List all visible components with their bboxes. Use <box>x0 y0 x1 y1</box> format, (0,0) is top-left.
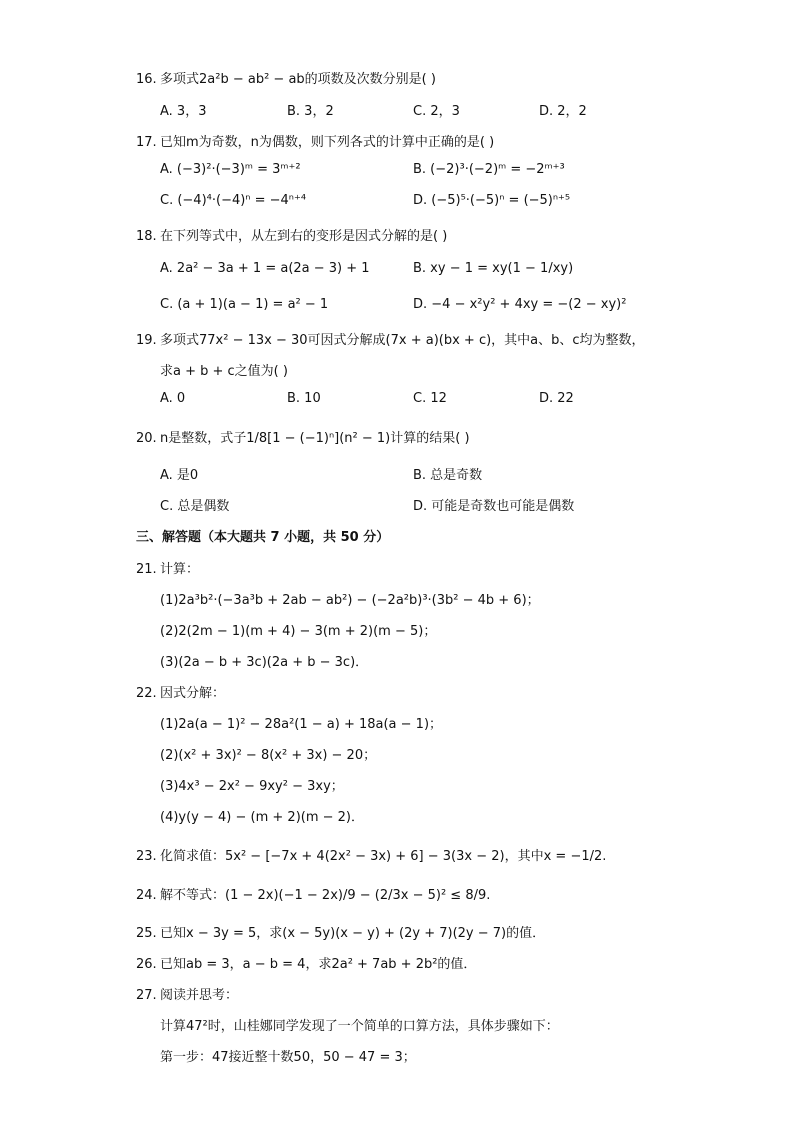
question-number: 19. <box>136 333 157 348</box>
question-20 <box>136 427 470 446</box>
sub-item-3: (3)(2a − b + 3c)(2a + b − 3c)． <box>160 655 369 670</box>
question-number: 26. <box>136 957 157 972</box>
option-a: A. 0 <box>160 391 186 406</box>
option-b: B. 10 <box>287 391 321 406</box>
option-c: C. 2，3 <box>413 104 460 119</box>
question-number: 17. <box>136 135 157 150</box>
question-number: 27. <box>136 988 157 1003</box>
option-b: B. xy − 1 = xy(1 − 1/xy) <box>413 261 574 276</box>
question-stem-continued: 求a + b + c之值为( ) <box>160 364 288 379</box>
option-b: B. 3，2 <box>287 104 334 119</box>
question-stem: 解不等式：(1 − 2x)(−1 − 2x)/9 − (2/3x − 5)² ≤ 8/9. <box>160 888 491 903</box>
question-17 <box>136 131 494 150</box>
option-d: D. 22 <box>539 391 574 406</box>
option-d: D. −4 − x²y² + 4xy = −(2 − xy)² <box>413 297 627 312</box>
question-22 <box>136 682 225 701</box>
question-number: 16. <box>136 72 157 87</box>
question-number: 18. <box>136 229 157 244</box>
option-d: D. (−5)⁵·(−5)ⁿ = (−5)ⁿ⁺⁵ <box>413 193 571 208</box>
question-stem: 已知ab = 3，a − b = 4，求2a² + 7ab + 2b²的值． <box>160 957 477 972</box>
question-stem: 阅读并思考： <box>160 988 239 1003</box>
option-c: C. (−4)⁴·(−4)ⁿ = −4ⁿ⁺⁴ <box>160 193 307 208</box>
option-a: A. 3，3 <box>160 104 207 119</box>
question-number: 24. <box>136 888 157 903</box>
question-stem: 已知x − 3y = 5，求(x − 5y)(x − y) + (2y + 7)(2y − 7)的值． <box>160 926 546 941</box>
option-c: C. 总是偶数 <box>160 499 230 514</box>
sub-item-4: (4)y(y − 4) − (m + 2)(m − 2)． <box>160 810 365 825</box>
question-27 <box>136 984 238 1003</box>
sub-item-2: (2)2(2m − 1)(m + 4) − 3(m + 2)(m − 5)； <box>160 624 437 639</box>
question-21 <box>136 558 199 577</box>
question-stem: 多项式2a²b − ab² − ab的项数及次数分别是( ) <box>160 72 436 87</box>
question-19 <box>136 329 645 348</box>
paragraph-line-2: 第一步：47接近整十数50，50 − 47 = 3； <box>160 1050 416 1065</box>
question-stem: 因式分解： <box>160 686 226 701</box>
question-stem: 多项式77x² − 13x − 30可因式分解成(7x + a)(bx + c)，其中a、b、c均为整数， <box>160 333 645 348</box>
question-stem: 已知m为奇数，n为偶数，则下列各式的计算中正确的是( ) <box>160 135 495 150</box>
option-a: A. 是0 <box>160 468 199 483</box>
option-c: C. 12 <box>413 391 447 406</box>
question-stem: 在下列等式中，从左到右的变形是因式分解的是( ) <box>160 229 448 244</box>
question-number: 25. <box>136 926 157 941</box>
sub-item-1: (1)2a³b²·(−3a³b + 2ab − ab²) − (−2a²b)³·(3b² − 4b + 6)； <box>160 593 540 608</box>
question-25 <box>136 922 545 941</box>
question-number: 20. <box>136 431 157 446</box>
question-stem: 计算： <box>160 562 200 577</box>
option-d: D. 2，2 <box>539 104 587 119</box>
question-number: 21. <box>136 562 157 577</box>
option-b: B. 总是奇数 <box>413 468 483 483</box>
sub-item-2: (2)(x² + 3x)² − 8(x² + 3x) − 20； <box>160 748 377 763</box>
question-stem: 化简求值：5x² − [−7x + 4(2x² − 3x) + 6] − 3(3x − 2)，其中x = −1/2. <box>160 849 607 864</box>
question-23 <box>136 845 606 864</box>
sub-item-1: (1)2a(a − 1)² − 28a²(1 − a) + 18a(a − 1)； <box>160 717 443 732</box>
question-26 <box>136 953 476 972</box>
question-24 <box>136 884 490 903</box>
option-c: C. (a + 1)(a − 1) = a² − 1 <box>160 297 329 312</box>
option-a: A. (−3)²·(−3)ᵐ = 3ᵐ⁺² <box>160 162 301 177</box>
option-d: D. 可能是奇数也可能是偶数 <box>413 499 575 514</box>
option-b: B. (−2)³·(−2)ᵐ = −2ᵐ⁺³ <box>413 162 565 177</box>
question-16 <box>136 68 436 87</box>
question-stem: n是整数，式子1/8[1 − (−1)ⁿ](n² − 1)计算的结果( ) <box>160 431 470 446</box>
paragraph-line-1: 计算47²时，山桂娜同学发现了一个简单的口算方法，具体步骤如下： <box>160 1019 559 1034</box>
question-18 <box>136 225 447 244</box>
option-a: A. 2a² − 3a + 1 = a(2a − 3) + 1 <box>160 261 370 276</box>
sub-item-3: (3)4x³ − 2x² − 9xy² − 3xy； <box>160 779 344 794</box>
question-number: 22. <box>136 686 157 701</box>
section-heading: 三、解答题（本大题共 7 小题，共 50 分） <box>136 530 390 545</box>
question-number: 23. <box>136 849 157 864</box>
